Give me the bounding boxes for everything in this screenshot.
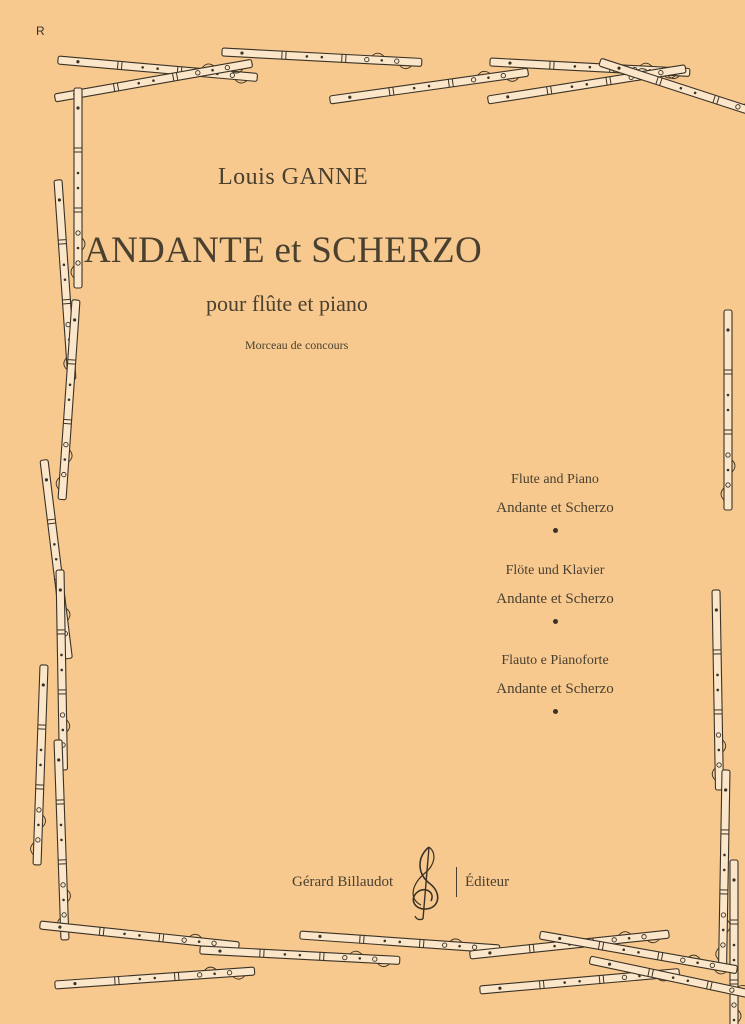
translation-instrumentation: Flauto e Pianoforte (501, 653, 609, 668)
bullet-separator (553, 528, 558, 533)
piece-title: ANDANTE et SCHERZO (84, 230, 482, 271)
translation-block-german (460, 563, 650, 624)
publisher-name: Gérard Billaudot (292, 874, 394, 890)
publisher-role: Éditeur (465, 874, 510, 890)
translation-instrumentation: Flöte und Klavier (505, 563, 605, 578)
concours-note: Morceau de concours (245, 338, 349, 352)
translation-instrumentation: Flute and Piano (511, 472, 599, 487)
translation-block-english (460, 472, 650, 533)
translation-title: Andante et Scherzo (496, 591, 614, 607)
translation-title: Andante et Scherzo (496, 681, 614, 697)
instrumentation-subtitle: pour flûte et piano (206, 291, 368, 316)
publisher-divider (456, 867, 457, 897)
bullet-separator (553, 619, 558, 624)
composer-name: Louis GANNE (218, 164, 369, 190)
translation-block-italian (460, 653, 650, 714)
treble-clef-logo (395, 843, 459, 923)
corner-mark: R (36, 24, 45, 38)
translation-title: Andante et Scherzo (496, 500, 614, 516)
bullet-separator (553, 709, 558, 714)
